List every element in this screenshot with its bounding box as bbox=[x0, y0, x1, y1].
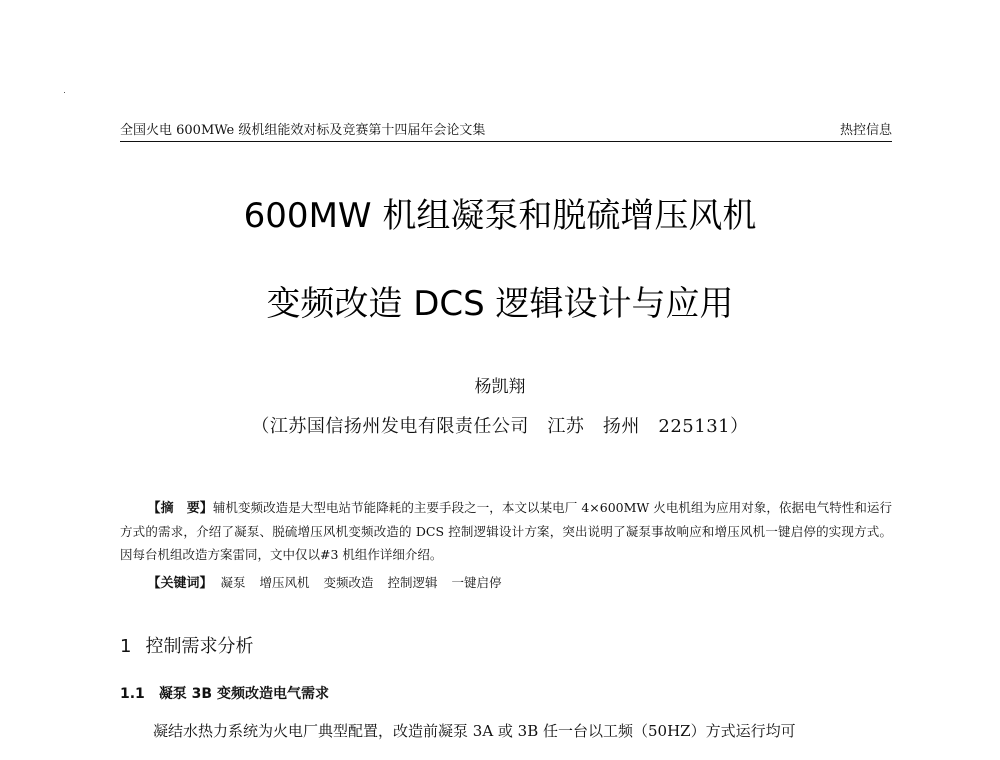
keyword-item: 凝泵 bbox=[220, 575, 246, 590]
body-paragraph: 凝结水热力系统为火电厂典型配置，改造前凝泵 3A 或 3B 任一台以工频（50HZ）方式运行均可 bbox=[153, 722, 796, 740]
header-journal-title: 全国火电 600MWe 级机组能效对标及竞赛第十四届年会论文集 bbox=[120, 123, 486, 138]
section-heading-1-1 bbox=[120, 683, 329, 703]
section-number: 1 bbox=[120, 636, 132, 657]
keyword-item: 变频改造 bbox=[323, 575, 374, 590]
keywords-label: 【关键词】 bbox=[147, 576, 213, 591]
scan-speck bbox=[64, 92, 65, 93]
abstract-text: 辅机变频改造是大型电站节能降耗的主要手段之一，本文以某电厂 4×600MW 火电机组为应用对象，依据电气特性和运行方式的需求，介绍了凝泵、脱硫增压风机变频改造的 DCS 控制逻辑设计方案，突出说明了凝泵事故响应和增压风机一键启停的实现方式。因每台机组改造方案雷同，文中仅以#3 机组作详细介绍。 bbox=[120, 500, 892, 562]
subsection-number: 1.1 bbox=[120, 686, 145, 702]
paper-title-line-1: 600MW 机组凝泵和脱硫增压风机 bbox=[243, 196, 757, 236]
abstract-label: 【摘 要】 bbox=[147, 501, 213, 516]
keyword-item: 增压风机 bbox=[259, 575, 310, 590]
paper-title-line-2: 变频改造 DCS 逻辑设计与应用 bbox=[266, 284, 734, 324]
keywords bbox=[120, 571, 892, 595]
subsection-title: 凝泵 3B 变频改造电气需求 bbox=[158, 686, 329, 702]
section-title: 控制需求分析 bbox=[145, 636, 254, 657]
abstract bbox=[120, 496, 892, 566]
section-heading-1 bbox=[120, 632, 253, 658]
author-name: 杨凯翔 bbox=[474, 377, 526, 397]
running-header bbox=[120, 118, 892, 142]
author-affiliation: （江苏国信扬州发电有限责任公司 江苏 扬州 225131） bbox=[251, 416, 749, 437]
keyword-item: 一键启停 bbox=[451, 575, 502, 590]
header-column-name: 热控信息 bbox=[839, 123, 892, 138]
keyword-item: 控制逻辑 bbox=[387, 575, 438, 590]
